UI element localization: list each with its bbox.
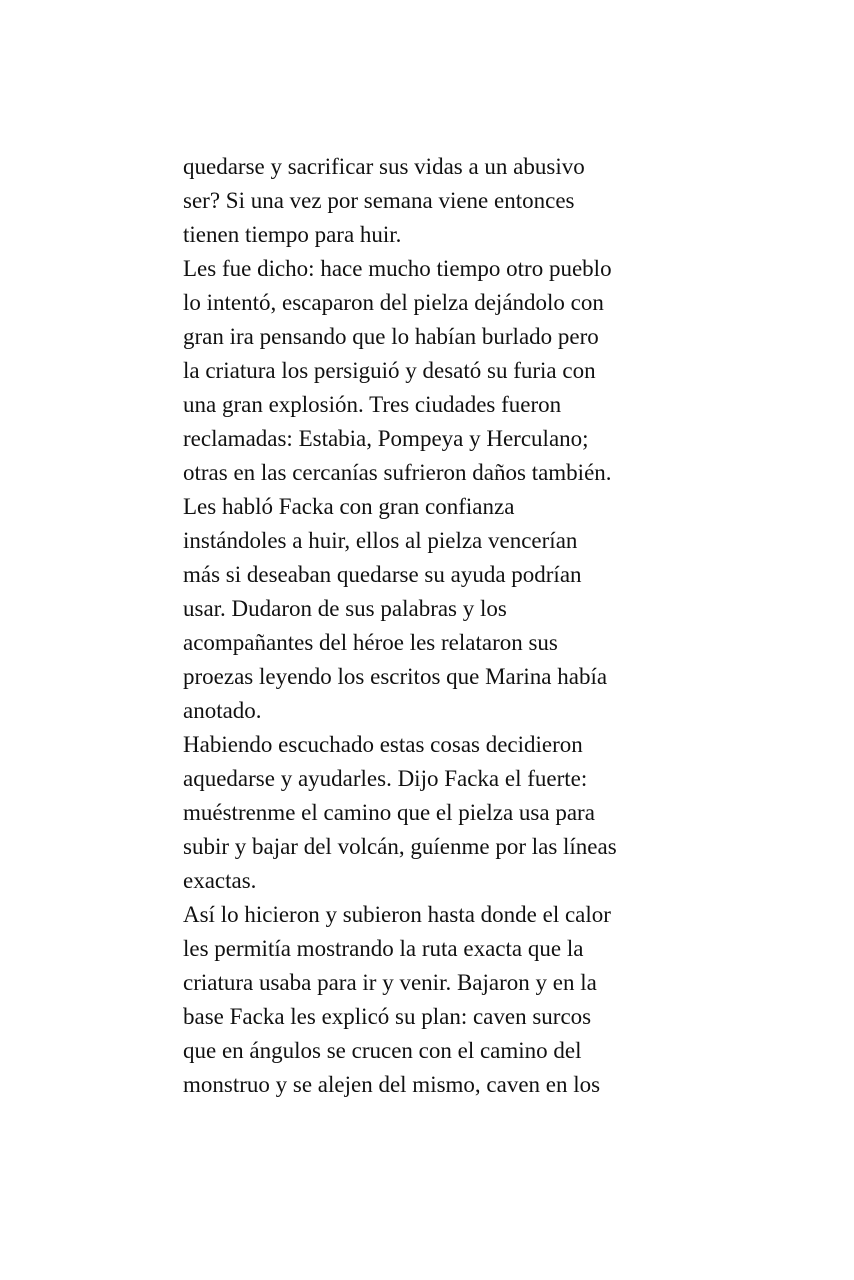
text-line: Les fue dicho: hace mucho tiempo otro pueblo bbox=[183, 256, 612, 281]
text-line: ser? Si una vez por semana viene entonces bbox=[183, 188, 575, 213]
text-line: les permitía mostrando la ruta exacta que la bbox=[183, 936, 584, 961]
text-line: exactas. bbox=[183, 868, 257, 893]
text-line: acompañantes del héroe les relataron sus bbox=[183, 630, 558, 655]
text-line: Habiendo escuchado estas cosas decidieron bbox=[183, 732, 583, 757]
text-line: que en ángulos se crucen con el camino del bbox=[183, 1038, 582, 1063]
text-line: una gran explosión. Tres ciudades fueron bbox=[183, 392, 562, 417]
text-line: muéstrenme el camino que el pielza usa para bbox=[183, 800, 595, 825]
text-line: anotado. bbox=[183, 698, 262, 723]
body-text bbox=[183, 150, 683, 1102]
text-line: Les habló Facka con gran confianza bbox=[183, 494, 515, 519]
text-line: lo intentó, escaparon del pielza dejándolo con bbox=[183, 290, 604, 315]
text-line: monstruo y se alejen del mismo, caven en los bbox=[183, 1072, 601, 1097]
text-line: subir y bajar del volcán, guíenme por las líneas bbox=[183, 834, 617, 859]
text-line: criatura usaba para ir y venir. Bajaron y en la bbox=[183, 970, 597, 995]
text-line: más si deseaban quedarse su ayuda podrían bbox=[183, 562, 582, 587]
text-line: quedarse y sacrificar sus vidas a un abusivo bbox=[183, 154, 585, 179]
text-line: tienen tiempo para huir. bbox=[183, 222, 402, 247]
text-line: gran ira pensando que lo habían burlado pero bbox=[183, 324, 599, 349]
text-line: reclamadas: Estabia, Pompeya y Herculano; bbox=[183, 426, 589, 451]
text-line: la criatura los persiguió y desató su furia con bbox=[183, 358, 596, 383]
text-line: usar. Dudaron de sus palabras y los bbox=[183, 596, 507, 621]
text-line: aquedarse y ayudarles. Dijo Facka el fuerte: bbox=[183, 766, 588, 791]
text-line: proezas leyendo los escritos que Marina había bbox=[183, 664, 608, 689]
text-line: base Facka les explicó su plan: caven surcos bbox=[183, 1004, 592, 1029]
text-line: instándoles a huir, ellos al pielza vencerían bbox=[183, 528, 578, 553]
text-line: Así lo hicieron y subieron hasta donde el calor bbox=[183, 902, 611, 927]
text-line: otras en las cercanías sufrieron daños también. bbox=[183, 460, 612, 485]
